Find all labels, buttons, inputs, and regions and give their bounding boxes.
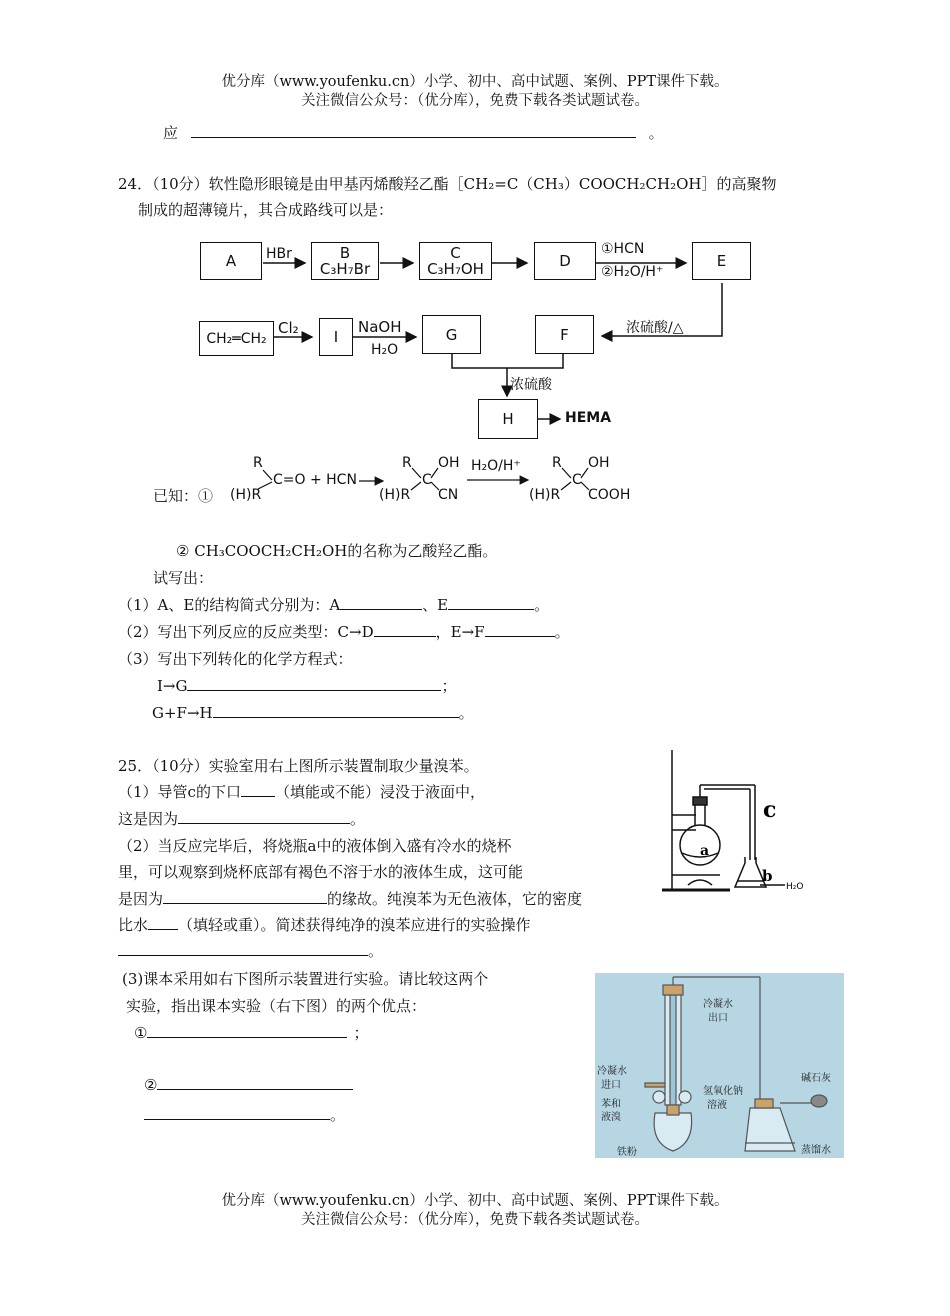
q24-p2-text-a: （2）写出下列反应的反应类型：C→D	[118, 623, 374, 641]
box-e: E	[692, 242, 751, 280]
fig2-benzene: 苯和	[601, 1099, 621, 1110]
eq-cooh: COOH	[588, 487, 631, 503]
footer-line-1: 优分库（www.youfenku.cn）小学、初中、高中试题、案例、PPT课件下载。	[221, 1193, 729, 1209]
fig2-naoh-2: 溶液	[707, 1100, 727, 1111]
fig1-label-a: a	[700, 843, 710, 859]
q25-adv-1-end: ；	[353, 1024, 369, 1042]
eq-hr2: (H)R	[379, 487, 411, 503]
box-ethene: CH₂═CH₂	[199, 321, 274, 356]
blank-operation[interactable]	[118, 941, 368, 956]
continuation-suffix: 。	[648, 124, 664, 142]
eq-hr1: (H)R	[230, 487, 262, 503]
eq-r2: R	[402, 455, 412, 471]
q25-part-2-line-2: 里，可以观察到烧杯底部有褐色不溶于水的液体生成，这可能	[118, 863, 524, 881]
eq-hr3: (H)R	[529, 487, 561, 503]
eq-r3: R	[552, 455, 562, 471]
continuation-prefix: 应	[163, 124, 179, 142]
reagent-conc-acid-heat: 浓硫酸/△	[626, 320, 684, 336]
q25-adv-2-marker: ②	[144, 1076, 158, 1094]
apparatus-2-drawing	[595, 973, 844, 1158]
blank-advantage-2[interactable]	[157, 1075, 353, 1090]
q25-p1-text-b: （填能或不能）浸没于液面中，	[274, 783, 485, 801]
q25-p1-text-d: 。	[350, 810, 366, 828]
reagent-h2o-h: ②H₂O/H⁺	[601, 264, 664, 280]
fig2-dist-water: 蒸馏水	[801, 1145, 831, 1156]
q24-p1-text-c: 。	[534, 596, 550, 614]
known-2: ② CH₃COOCH₂CH₂OH的名称为乙酸羟乙酯。	[176, 542, 498, 560]
reagent-h2o: H₂O	[371, 342, 399, 358]
q24-intro-line-1: 24．（10分）软性隐形眼镜是由甲基丙烯酸羟乙酯［CH₂=C（CH₃）COOCH₂CH₂OH］的高聚物	[118, 175, 777, 193]
box-h: H	[478, 399, 538, 439]
box-c-label: C	[450, 244, 461, 262]
q24-intro-line-2: 制成的超薄镜片，其合成路线可以是：	[138, 201, 394, 219]
eq-oh3: OH	[588, 455, 610, 471]
q25-adv-1-marker: ①	[134, 1024, 148, 1042]
apparatus-1-drawing	[660, 745, 820, 900]
box-i: I	[319, 318, 353, 356]
blank-advantage-2-cont[interactable]	[144, 1105, 330, 1120]
q25-part-2-line-3	[118, 888, 582, 909]
q24-part-1	[118, 594, 549, 615]
q25-adv-2-end: 。	[330, 1106, 346, 1124]
blank-e-structure[interactable]	[448, 595, 534, 610]
fig1-label-c: c	[763, 797, 777, 823]
blank-gfh-equation[interactable]	[213, 703, 459, 718]
reagent-hcn: ①HCN	[601, 241, 645, 257]
blank-i-g-equation[interactable]	[187, 676, 441, 691]
product-hema: HEMA	[565, 410, 612, 426]
eq-co-hcn: C=O + HCN	[273, 472, 357, 488]
fig2-cool-in-2: 进口	[601, 1080, 621, 1091]
q25-p2-text-g: 。	[368, 942, 384, 960]
box-g: G	[422, 315, 481, 354]
q25-p2-text-f: （填轻或重）。简述获得纯净的溴苯应进行的实验操作	[178, 916, 531, 934]
q24-part-3-gfh	[152, 702, 474, 723]
blank-reason-2[interactable]	[163, 889, 327, 904]
fig2-cool-out: 冷凝水	[703, 999, 733, 1010]
box-b-formula: C₃H₇Br	[319, 260, 371, 278]
q25-p2-text-d: 的缘故。纯溴苯为无色液体，它的密度	[327, 890, 583, 908]
reagent-conc-acid: 浓硫酸	[510, 377, 552, 393]
fig2-soda-lime: 碱石灰	[801, 1073, 831, 1084]
blank-a-structure[interactable]	[340, 595, 422, 610]
q25-p1-text-c: 这是因为	[118, 810, 179, 828]
blank-light-or-heavy[interactable]	[148, 915, 178, 930]
try-write: 试写出：	[153, 569, 214, 587]
q25-part-1-line-2	[118, 808, 365, 829]
q24-p3-gfh-end: 。	[458, 704, 474, 722]
box-b-label: B	[339, 244, 351, 262]
q25-advantage-2	[144, 1075, 353, 1094]
q24-p1-text-b: 、E	[422, 596, 449, 614]
blank-advantage-1[interactable]	[147, 1023, 347, 1038]
q25-p2-text-e: 比水	[118, 916, 149, 934]
box-f: F	[535, 315, 594, 354]
q25-part-2-line-4	[118, 914, 531, 935]
q25-part-3-line-2: 实验，指出课本实验（右下图）的两个优点：	[126, 997, 427, 1015]
blank-reason-1[interactable]	[178, 809, 350, 824]
q25-part-1-line-1	[118, 781, 485, 802]
fig2-iron: 铁粉	[617, 1147, 637, 1158]
q25-part-2-line-5	[118, 940, 383, 961]
eq-r1: R	[253, 455, 263, 471]
apparatus-figure-1	[660, 745, 820, 900]
q25-advantage-1	[134, 1022, 368, 1043]
eq-cn: CN	[438, 487, 459, 503]
fig1-label-h2o: H₂O	[786, 882, 804, 892]
box-d: D	[534, 242, 596, 280]
blank-can-or-cannot[interactable]	[241, 782, 275, 797]
eq-condition: H₂O/H⁺	[471, 458, 521, 474]
q25-p2-text-c: 是因为	[118, 890, 164, 908]
box-a: A	[200, 242, 262, 280]
q25-part-2-line-1: （2）当反应完毕后，将烧瓶a中的液体倒入盛有冷水的烧杯	[118, 837, 512, 855]
eq-c2: C	[422, 472, 432, 488]
box-c	[419, 242, 492, 280]
reagent-hbr: HBr	[266, 246, 292, 262]
merge-line	[452, 353, 563, 368]
fig1-label-b: b	[762, 867, 773, 885]
q25-part-3-line-1: (3)课本采用如右下图所示装置进行实验。请比较这两个	[122, 970, 489, 988]
q24-p3-gfh-label: G+F→H	[152, 704, 213, 722]
q24-p3-ig-end: ；	[441, 677, 457, 695]
q24-part-3-ig	[157, 675, 457, 696]
q25-p1-text-a: （1）导管c的下口	[118, 783, 241, 801]
fig2-naoh: 氢氧化钠	[703, 1086, 743, 1097]
fig2-benzene-2: 液溴	[601, 1112, 621, 1123]
fig2-cool-out-2: 出口	[708, 1013, 728, 1024]
q24-p2-text-c: 。	[554, 623, 570, 641]
known-label: 已知：①	[153, 487, 214, 505]
header-line-2: 关注微信公众号：（优分库），免费下载各类试题试卷。	[301, 93, 649, 109]
eq-oh2: OH	[438, 455, 460, 471]
header-line-1: 优分库（www.youfenku.cn）小学、初中、高中试题、案例、PPT课件下载。	[221, 74, 729, 90]
q24-p1-text-a: （1）A、E的结构简式分别为：A	[118, 596, 341, 614]
blank-c-d-type[interactable]	[374, 622, 436, 637]
apparatus-figure-2	[595, 973, 844, 1158]
q24-p2-text-b: ，E→F	[435, 623, 485, 641]
fig2-cool-in: 冷凝水	[597, 1066, 627, 1077]
flow-arrows	[0, 0, 950, 460]
blank-e-f-type[interactable]	[485, 622, 555, 637]
q24-part-3: （3）写出下列转化的化学方程式：	[118, 650, 353, 668]
q25-intro: 25．（10分）实验室用右上图所示装置制取少量溴苯。	[118, 757, 479, 775]
footer-line-2: 关注微信公众号：（优分库），免费下载各类试题试卷。	[301, 1212, 649, 1228]
reagent-cl2: Cl₂	[278, 319, 299, 337]
box-c-formula: C₃H₇OH	[427, 260, 484, 278]
reagent-naoh: NaOH	[358, 318, 402, 336]
q24-p3-ig-label: I→G	[157, 677, 188, 695]
box-b	[311, 242, 379, 280]
q24-part-2	[118, 621, 570, 642]
q25-advantage-2-cont	[144, 1104, 345, 1125]
eq-c3: C	[572, 472, 582, 488]
